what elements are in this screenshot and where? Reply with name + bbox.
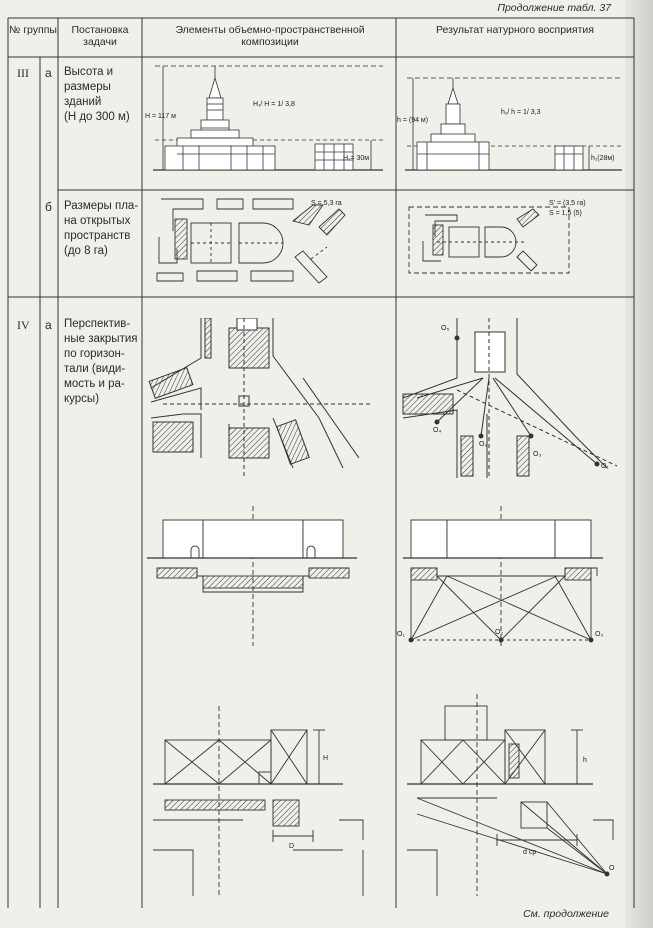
- label-o5: O₅: [441, 325, 450, 332]
- drawing-perceived-heights: [397, 58, 633, 190]
- label-O: O: [609, 865, 615, 872]
- label-o1: O₁: [601, 463, 609, 470]
- drawing-depth-composition: [143, 700, 395, 900]
- task-line: (до 8 га): [64, 245, 108, 257]
- header-task: Постановка задачи: [71, 24, 129, 48]
- task-line: по горизон-: [64, 348, 125, 360]
- label-h: h: [583, 757, 587, 764]
- label-o4: O₄: [433, 427, 442, 434]
- task-line: тали (види-: [64, 363, 126, 375]
- task-line: на открытых: [64, 215, 131, 227]
- label-oo3: O₃: [595, 631, 604, 638]
- label-ratio2: h₁/ h = 1/ 3,3: [501, 109, 541, 116]
- task-line: зданий: [64, 96, 102, 108]
- label-D: D: [289, 843, 295, 850]
- label-s53: S = 5,3 га: [311, 200, 342, 207]
- task-line: размеры: [64, 81, 111, 93]
- label-H: H: [323, 755, 329, 762]
- footer-note: См. продолжение: [523, 908, 609, 920]
- header-note: Продолжение табл. 37: [497, 2, 611, 14]
- task-iii-a: [64, 65, 130, 125]
- label-o3: O₃: [533, 451, 542, 458]
- drawing-building-heights: [143, 58, 395, 190]
- task-line: курсы): [64, 393, 100, 405]
- label-s15: S = 1,5 (5): [549, 210, 582, 217]
- drawing-facade-angles: [397, 500, 633, 650]
- task-line: Перспектив-: [64, 318, 131, 330]
- label-oo1: O₁: [397, 631, 405, 638]
- task-iii-b: [64, 199, 138, 259]
- label-h94: h = (94 м): [397, 117, 429, 124]
- label-s35: S' = (3,5 га): [549, 200, 586, 207]
- drawing-street-plan: [143, 318, 395, 478]
- label-h30: H₁= 30м: [343, 155, 370, 162]
- drawing-facade-enclosure: [143, 500, 395, 650]
- drawing-open-space-plan: [143, 191, 395, 296]
- header-result: Результат натурного восприятия: [436, 24, 594, 36]
- header-elements: Элементы объемно-пространственной композиции: [175, 24, 365, 48]
- sub-iv-a: а: [45, 318, 52, 332]
- drawing-perceived-space: [397, 191, 633, 296]
- group-iv: IV: [17, 318, 30, 332]
- label-dcp: d cp: [523, 849, 537, 856]
- label-oo2: O₂: [495, 629, 504, 636]
- sub-iii-a: а: [45, 66, 52, 80]
- task-iv-a: [64, 317, 138, 407]
- label-h117: H = 117 м: [145, 113, 176, 120]
- header-group-no: № группы: [9, 24, 57, 36]
- task-line: (Н до 300 м): [64, 111, 130, 123]
- task-line: мость и ра-: [64, 378, 125, 390]
- task-line: Высота и: [64, 66, 114, 78]
- task-line: ные закрытия: [64, 333, 138, 345]
- drawing-view-points: [397, 318, 633, 478]
- label-o2: O₂: [479, 441, 488, 448]
- task-line: Размеры пла-: [64, 200, 139, 212]
- group-iii: III: [17, 66, 29, 80]
- label-ratio1: H₁/ H = 1/ 3,8: [253, 101, 295, 108]
- label-h28: h₁(28м): [591, 155, 615, 162]
- drawing-depth-perception: [397, 690, 633, 900]
- task-line: пространств: [64, 230, 131, 242]
- sub-iii-b: б: [45, 200, 52, 214]
